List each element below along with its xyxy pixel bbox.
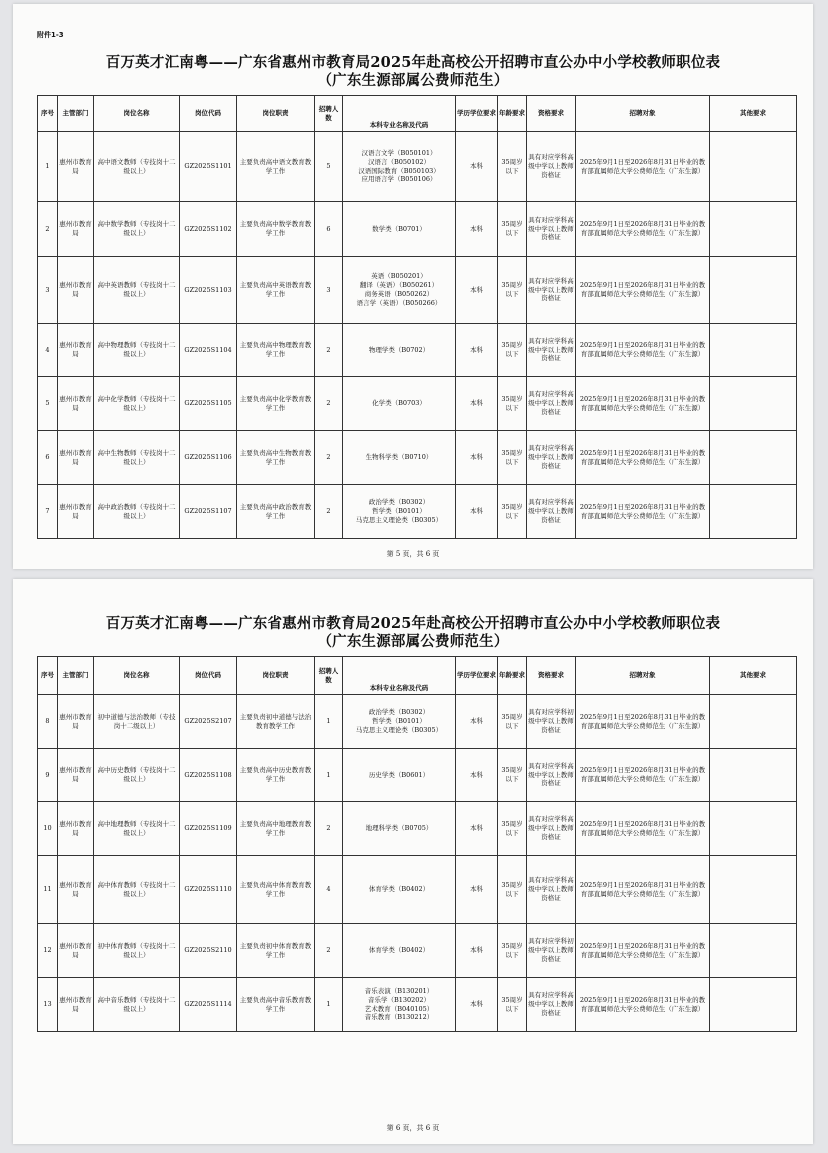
cell-degree: 本科 bbox=[456, 802, 498, 856]
cell-age: 35周岁以下 bbox=[498, 324, 527, 377]
cell-post-name: 高中地理教师（专技岗十二级以上） bbox=[94, 802, 180, 856]
cell-post-code: GZ2025S2110 bbox=[180, 924, 237, 978]
cell-duty: 主要负责高中体育教育教学工作 bbox=[237, 856, 315, 924]
cell-seq: 10 bbox=[38, 802, 58, 856]
cell-other bbox=[710, 978, 797, 1032]
cell-degree: 本科 bbox=[456, 324, 498, 377]
cell-qual: 具有对应学科高级中学以上教师资格证 bbox=[527, 431, 576, 485]
cell-dept: 惠州市教育局 bbox=[58, 431, 94, 485]
major-item: 哲学类（B0101） bbox=[372, 717, 426, 726]
cell-dept: 惠州市教育局 bbox=[58, 978, 94, 1032]
table-row bbox=[38, 802, 797, 856]
cell-age: 35周岁以下 bbox=[498, 485, 527, 539]
major-item: 商务英语（B050262） bbox=[364, 290, 434, 298]
table-row bbox=[38, 749, 797, 802]
cell-majors bbox=[343, 324, 456, 377]
major-item: 马克思主义理论类（B0305） bbox=[355, 515, 443, 524]
cell-majors bbox=[343, 431, 456, 485]
page-subtitle: （广东生源部属公费师范生） bbox=[317, 72, 509, 89]
header-dept: 主管部门 bbox=[58, 657, 94, 695]
cell-duty: 主要负责高中历史教育教学工作 bbox=[237, 749, 315, 802]
page-subtitle: （广东生源部属公费师范生） bbox=[317, 633, 509, 650]
cell-seq: 9 bbox=[38, 749, 58, 802]
cell-num: 2 bbox=[315, 485, 343, 539]
major-item: 数学类（B0701） bbox=[372, 224, 426, 233]
header-post-name: 岗位名称 bbox=[94, 657, 180, 695]
cell-duty: 主要负责初中体育教育教学工作 bbox=[237, 924, 315, 978]
page-title: 百万英才汇南粤——广东省惠州市教育局2025年赴高校公开招聘市直公办中小学校教师职位表 bbox=[105, 615, 721, 632]
cell-seq: 12 bbox=[38, 924, 58, 978]
cell-post-name: 高中化学教师（专技岗十二级以上） bbox=[94, 377, 180, 431]
cell-qual: 具有对应学科初级中学以上教师资格证 bbox=[527, 695, 576, 749]
cell-seq: 8 bbox=[38, 695, 58, 749]
cell-other bbox=[710, 324, 797, 377]
cell-age: 35周岁以下 bbox=[498, 431, 527, 485]
header-target: 招聘对象 bbox=[576, 96, 710, 132]
cell-dept: 惠州市教育局 bbox=[58, 485, 94, 539]
header-age: 年龄要求 bbox=[498, 96, 527, 132]
cell-num: 2 bbox=[315, 924, 343, 978]
cell-target: 2025年9月1日至2026年8月31日毕业的教育部直属师范大学公费师范生（广东生源） bbox=[576, 978, 710, 1032]
cell-age: 35周岁以下 bbox=[498, 695, 527, 749]
cell-degree: 本科 bbox=[456, 132, 498, 202]
cell-qual: 具有对应学科高级中学以上教师资格证 bbox=[527, 202, 576, 257]
header-major: 本科专业名称及代码 bbox=[343, 657, 456, 695]
cell-post-name: 高中数学教师（专技岗十二级以上） bbox=[94, 202, 180, 257]
cell-majors bbox=[343, 257, 456, 324]
cell-age: 35周岁以下 bbox=[498, 377, 527, 431]
cell-qual: 具有对应学科高级中学以上教师资格证 bbox=[527, 856, 576, 924]
table-header-row bbox=[38, 96, 797, 132]
major-item: 哲学类（B0101） bbox=[372, 507, 426, 516]
job-table bbox=[37, 95, 797, 539]
major-item: 体育学类（B0402） bbox=[368, 885, 430, 894]
cell-post-code: GZ2025S1108 bbox=[180, 749, 237, 802]
cell-post-code: GZ2025S1110 bbox=[180, 856, 237, 924]
major-item: 马克思主义理论类（B0305） bbox=[355, 725, 443, 734]
cell-other bbox=[710, 802, 797, 856]
cell-duty: 主要负责高中化学教育教学工作 bbox=[237, 377, 315, 431]
cell-num: 2 bbox=[315, 802, 343, 856]
cell-degree: 本科 bbox=[456, 978, 498, 1032]
header-age: 年龄要求 bbox=[498, 657, 527, 695]
header-dept: 主管部门 bbox=[58, 96, 94, 132]
header-post-code: 岗位代码 bbox=[180, 96, 237, 132]
header-post-code: 岗位代码 bbox=[180, 657, 237, 695]
major-item: 政治学类（B0302） bbox=[368, 708, 430, 717]
cell-post-name: 初中体育教师（专技岗十二级以上） bbox=[94, 924, 180, 978]
cell-age: 35周岁以下 bbox=[498, 802, 527, 856]
major-item: 英语（B050201） bbox=[371, 272, 427, 281]
header-seq: 序号 bbox=[38, 657, 58, 695]
table-row bbox=[38, 431, 797, 485]
cell-num: 1 bbox=[315, 978, 343, 1032]
cell-degree: 本科 bbox=[456, 749, 498, 802]
cell-post-code: GZ2025S1103 bbox=[180, 257, 237, 324]
major-item: 汉语言文学（B050101） bbox=[361, 148, 437, 157]
cell-other bbox=[710, 257, 797, 324]
cell-post-code: GZ2025S1105 bbox=[180, 377, 237, 431]
major-item: 体育学类（B0402） bbox=[368, 946, 430, 955]
cell-age: 35周岁以下 bbox=[498, 924, 527, 978]
cell-target: 2025年9月1日至2026年8月31日毕业的教育部直属师范大学公费师范生（广东生源） bbox=[576, 132, 710, 202]
cell-qual: 具有对应学科高级中学以上教师资格证 bbox=[527, 377, 576, 431]
header-num: 招聘人数 bbox=[315, 657, 343, 695]
cell-qual: 具有对应学科高级中学以上教师资格证 bbox=[527, 802, 576, 856]
cell-num: 2 bbox=[315, 431, 343, 485]
major-item: 语言学（英语）（B050266） bbox=[356, 298, 442, 307]
cell-majors bbox=[343, 978, 456, 1032]
cell-target: 2025年9月1日至2026年8月31日毕业的教育部直属师范大学公费师范生（广东生源） bbox=[576, 431, 710, 485]
table-row bbox=[38, 978, 797, 1032]
table-row bbox=[38, 856, 797, 924]
cell-degree: 本科 bbox=[456, 202, 498, 257]
header-degree: 学历学位要求 bbox=[456, 657, 498, 695]
cell-degree: 本科 bbox=[456, 257, 498, 324]
table-row bbox=[38, 924, 797, 978]
cell-degree: 本科 bbox=[456, 924, 498, 978]
cell-post-name: 高中生物教师（专技岗十二级以上） bbox=[94, 431, 180, 485]
header-degree: 学历学位要求 bbox=[456, 96, 498, 132]
cell-dept: 惠州市教育局 bbox=[58, 695, 94, 749]
cell-post-code: GZ2025S1114 bbox=[180, 978, 237, 1032]
cell-duty: 主要负责高中生物教育教学工作 bbox=[237, 431, 315, 485]
header-qual: 资格要求 bbox=[527, 657, 576, 695]
cell-duty: 主要负责初中道德与法治教育教学工作 bbox=[237, 695, 315, 749]
document-page-6 bbox=[13, 579, 813, 1144]
cell-num: 2 bbox=[315, 377, 343, 431]
cell-target: 2025年9月1日至2026年8月31日毕业的教育部直属师范大学公费师范生（广东生源） bbox=[576, 485, 710, 539]
header-num: 招聘人数 bbox=[315, 96, 343, 132]
cell-degree: 本科 bbox=[456, 377, 498, 431]
cell-majors bbox=[343, 377, 456, 431]
cell-seq: 7 bbox=[38, 485, 58, 539]
document-page-5 bbox=[13, 4, 813, 569]
cell-seq: 3 bbox=[38, 257, 58, 324]
cell-other bbox=[710, 856, 797, 924]
cell-post-name: 高中体育教师（专技岗十二级以上） bbox=[94, 856, 180, 924]
major-item: 地理科学类（B0705） bbox=[365, 824, 433, 833]
cell-qual: 具有对应学科初级中学以上教师资格证 bbox=[527, 924, 576, 978]
table-row bbox=[38, 377, 797, 431]
cell-dept: 惠州市教育局 bbox=[58, 924, 94, 978]
cell-seq: 6 bbox=[38, 431, 58, 485]
cell-other bbox=[710, 431, 797, 485]
cell-age: 35周岁以下 bbox=[498, 856, 527, 924]
cell-target: 2025年9月1日至2026年8月31日毕业的教育部直属师范大学公费师范生（广东生源） bbox=[576, 749, 710, 802]
cell-qual: 具有对应学科高级中学以上教师资格证 bbox=[527, 257, 576, 324]
cell-majors bbox=[343, 749, 456, 802]
cell-seq: 1 bbox=[38, 132, 58, 202]
major-item: 音乐表演（B130201） bbox=[364, 986, 434, 995]
cell-post-code: GZ2025S1106 bbox=[180, 431, 237, 485]
cell-duty: 主要负责高中语文教育教学工作 bbox=[237, 132, 315, 202]
cell-num: 4 bbox=[315, 856, 343, 924]
cell-seq: 2 bbox=[38, 202, 58, 257]
cell-target: 2025年9月1日至2026年8月31日毕业的教育部直属师范大学公费师范生（广东生源） bbox=[576, 202, 710, 257]
cell-num: 1 bbox=[315, 749, 343, 802]
cell-majors bbox=[343, 132, 456, 202]
table-row bbox=[38, 485, 797, 539]
major-item: 音乐教育（B130212） bbox=[364, 1013, 434, 1022]
cell-age: 35周岁以下 bbox=[498, 978, 527, 1032]
cell-post-code: GZ2025S1107 bbox=[180, 485, 237, 539]
table-header-row bbox=[38, 657, 797, 695]
page-title: 百万英才汇南粤——广东省惠州市教育局2025年赴高校公开招聘市直公办中小学校教师职位表 bbox=[105, 54, 721, 71]
cell-duty: 主要负责高中地理教育教学工作 bbox=[237, 802, 315, 856]
cell-target: 2025年9月1日至2026年8月31日毕业的教育部直属师范大学公费师范生（广东生源） bbox=[576, 257, 710, 324]
cell-num: 5 bbox=[315, 132, 343, 202]
cell-target: 2025年9月1日至2026年8月31日毕业的教育部直属师范大学公费师范生（广东生源） bbox=[576, 695, 710, 749]
cell-qual: 具有对应学科高级中学以上教师资格证 bbox=[527, 978, 576, 1032]
cell-other bbox=[710, 695, 797, 749]
cell-other bbox=[710, 485, 797, 539]
cell-post-name: 高中物理教师（专技岗十二级以上） bbox=[94, 324, 180, 377]
header-seq: 序号 bbox=[38, 96, 58, 132]
cell-majors bbox=[343, 695, 456, 749]
cell-other bbox=[710, 924, 797, 978]
cell-dept: 惠州市教育局 bbox=[58, 324, 94, 377]
cell-num: 1 bbox=[315, 695, 343, 749]
cell-majors bbox=[343, 485, 456, 539]
major-item: 翻译（英语）（B050261） bbox=[359, 281, 439, 290]
major-item: 音乐学（B130202） bbox=[367, 995, 431, 1004]
cell-qual: 具有对应学科高级中学以上教师资格证 bbox=[527, 485, 576, 539]
cell-other bbox=[710, 377, 797, 431]
cell-seq: 13 bbox=[38, 978, 58, 1032]
cell-age: 35周岁以下 bbox=[498, 202, 527, 257]
header-duty: 岗位职责 bbox=[237, 657, 315, 695]
cell-post-code: GZ2025S2107 bbox=[180, 695, 237, 749]
major-item: 汉语言（B050102） bbox=[367, 157, 431, 166]
cell-post-name: 高中历史教师（专技岗十二级以上） bbox=[94, 749, 180, 802]
cell-dept: 惠州市教育局 bbox=[58, 749, 94, 802]
cell-dept: 惠州市教育局 bbox=[58, 132, 94, 202]
cell-majors bbox=[343, 924, 456, 978]
cell-post-name: 高中音乐教师（专技岗十二级以上） bbox=[94, 978, 180, 1032]
cell-num: 2 bbox=[315, 324, 343, 377]
cell-num: 3 bbox=[315, 257, 343, 324]
cell-qual: 具有对应学科高级中学以上教师资格证 bbox=[527, 749, 576, 802]
table-row bbox=[38, 324, 797, 377]
cell-post-code: GZ2025S1101 bbox=[180, 132, 237, 202]
cell-duty: 主要负责高中英语教育教学工作 bbox=[237, 257, 315, 324]
annex-label: 附件1-3 bbox=[37, 31, 64, 39]
major-item: 历史学类（B0601） bbox=[368, 770, 430, 779]
header-major: 本科专业名称及代码 bbox=[343, 96, 456, 132]
cell-dept: 惠州市教育局 bbox=[58, 202, 94, 257]
table-row bbox=[38, 257, 797, 324]
header-other: 其他要求 bbox=[710, 96, 797, 132]
cell-age: 35周岁以下 bbox=[498, 257, 527, 324]
cell-dept: 惠州市教育局 bbox=[58, 257, 94, 324]
cell-target: 2025年9月1日至2026年8月31日毕业的教育部直属师范大学公费师范生（广东生源） bbox=[576, 856, 710, 924]
cell-degree: 本科 bbox=[456, 695, 498, 749]
cell-num: 6 bbox=[315, 202, 343, 257]
cell-target: 2025年9月1日至2026年8月31日毕业的教育部直属师范大学公费师范生（广东生源） bbox=[576, 324, 710, 377]
cell-dept: 惠州市教育局 bbox=[58, 802, 94, 856]
job-table bbox=[37, 656, 797, 1032]
header-qual: 资格要求 bbox=[527, 96, 576, 132]
header-target: 招聘对象 bbox=[576, 657, 710, 695]
header-post-name: 岗位名称 bbox=[94, 96, 180, 132]
major-item: 生物科学类（B0710） bbox=[365, 453, 433, 462]
cell-post-name: 高中政治教师（专技岗十二级以上） bbox=[94, 485, 180, 539]
cell-duty: 主要负责高中物理教育教学工作 bbox=[237, 324, 315, 377]
cell-majors bbox=[343, 802, 456, 856]
major-item: 化学类（B0703） bbox=[372, 399, 426, 408]
major-item: 政治学类（B0302） bbox=[368, 498, 430, 507]
cell-target: 2025年9月1日至2026年8月31日毕业的教育部直属师范大学公费师范生（广东生源） bbox=[576, 802, 710, 856]
cell-age: 35周岁以下 bbox=[498, 132, 527, 202]
cell-qual: 具有对应学科高级中学以上教师资格证 bbox=[527, 132, 576, 202]
cell-post-name: 初中道德与法治教师（专技岗十二级以上） bbox=[94, 695, 180, 749]
cell-duty: 主要负责高中政治教育教学工作 bbox=[237, 485, 315, 539]
cell-seq: 5 bbox=[38, 377, 58, 431]
major-item: 应用语言学（B050106） bbox=[361, 175, 437, 184]
header-other: 其他要求 bbox=[710, 657, 797, 695]
table-row bbox=[38, 132, 797, 202]
cell-majors bbox=[343, 202, 456, 257]
cell-dept: 惠州市教育局 bbox=[58, 377, 94, 431]
cell-degree: 本科 bbox=[456, 431, 498, 485]
cell-dept: 惠州市教育局 bbox=[58, 856, 94, 924]
cell-target: 2025年9月1日至2026年8月31日毕业的教育部直属师范大学公费师范生（广东生源） bbox=[576, 924, 710, 978]
major-item: 汉语国际教育（B050103） bbox=[358, 166, 440, 175]
cell-seq: 11 bbox=[38, 856, 58, 924]
cell-degree: 本科 bbox=[456, 485, 498, 539]
cell-other bbox=[710, 749, 797, 802]
cell-duty: 主要负责高中音乐教育教学工作 bbox=[237, 978, 315, 1032]
cell-duty: 主要负责高中数学教育教学工作 bbox=[237, 202, 315, 257]
cell-majors bbox=[343, 856, 456, 924]
cell-post-name: 高中语文教师（专技岗十二级以上） bbox=[94, 132, 180, 202]
major-item: 艺术教育（B040105） bbox=[364, 1004, 434, 1013]
major-item: 物理学类（B0702） bbox=[368, 345, 430, 354]
cell-seq: 4 bbox=[38, 324, 58, 377]
table-row bbox=[38, 202, 797, 257]
cell-target: 2025年9月1日至2026年8月31日毕业的教育部直属师范大学公费师范生（广东生源） bbox=[576, 377, 710, 431]
cell-other bbox=[710, 132, 797, 202]
header-duty: 岗位职责 bbox=[237, 96, 315, 132]
cell-post-code: GZ2025S1104 bbox=[180, 324, 237, 377]
cell-other bbox=[710, 202, 797, 257]
cell-qual: 具有对应学科高级中学以上教师资格证 bbox=[527, 324, 576, 377]
cell-post-code: GZ2025S1109 bbox=[180, 802, 237, 856]
table-row bbox=[38, 695, 797, 749]
cell-degree: 本科 bbox=[456, 856, 498, 924]
cell-post-code: GZ2025S1102 bbox=[180, 202, 237, 257]
page-footer: 第 5 页，共 6 页 bbox=[386, 550, 440, 558]
page-footer: 第 6 页，共 6 页 bbox=[386, 1124, 440, 1132]
cell-age: 35周岁以下 bbox=[498, 749, 527, 802]
cell-post-name: 高中英语教师（专技岗十二级以上） bbox=[94, 257, 180, 324]
